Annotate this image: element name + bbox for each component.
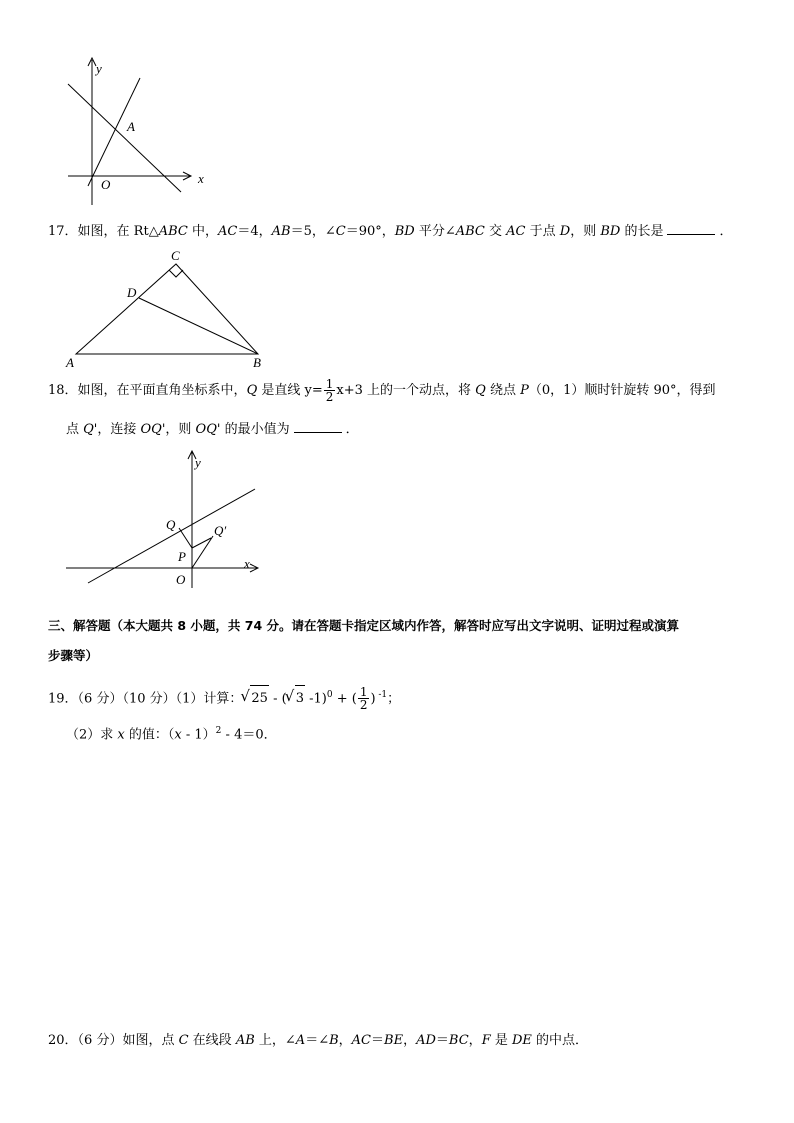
label-o: O xyxy=(176,572,186,587)
q19-part1: 19．（6 分）（10 分）（1）计算：√ 25 - (√ 3 -1)$^0$ + ( $\frac{1}{2}$ ) $^{-1}$； xyxy=(48,682,400,712)
q17-text: 17．如图，在 Rt△ABC 中，AC＝4，AB＝5，∠C＝90°，BD 平分∠ABC 交 AC 于点 D，则 BD 的长是 ． xyxy=(48,224,733,239)
label-y: y xyxy=(96,61,102,76)
line-y-half-x-plus-3 xyxy=(88,489,255,583)
triangle-abc xyxy=(76,264,258,354)
y-axis-arrow xyxy=(188,451,196,459)
q20-text: 20．（6 分）如图，点 C 在线段 AB 上，∠A＝∠B，AC＝BE，AD＝BC，F 是 DE 的中点． xyxy=(48,1033,589,1048)
sqrt-25: √ 25 xyxy=(250,685,269,712)
fraction-half: $\frac{1}{2}$ xyxy=(359,685,368,713)
x-axis-arrow xyxy=(250,564,258,572)
section-3-heading-line1: 三、解答题（本大题共 8 小题，共 74 分。请在答题卡指定区域内作答，解答时应写出文字说明、证明过程或演算 xyxy=(48,618,680,633)
sqrt-3: √ 3 xyxy=(295,685,305,712)
label-x: x xyxy=(198,171,204,186)
label-q: Q xyxy=(166,517,176,532)
label-q-prime: Q′ xyxy=(214,523,227,538)
y-axis-arrow xyxy=(88,58,96,66)
segment-bd xyxy=(139,298,258,354)
label-d: D xyxy=(127,285,137,300)
segment-oqp xyxy=(192,536,213,568)
answer-blank-q18[interactable] xyxy=(294,420,342,433)
segment-pqp xyxy=(192,538,211,548)
label-p: P xyxy=(178,549,186,564)
answer-blank-q17[interactable] xyxy=(667,222,715,235)
label-o: O xyxy=(101,177,111,192)
label-y: y xyxy=(195,455,201,470)
label-c: C xyxy=(171,248,180,263)
decreasing-line xyxy=(68,84,181,192)
q19-part2: （2）求 x 的值：（x - 1）$^2$ - 4＝0． xyxy=(66,726,277,743)
label-x: x xyxy=(244,556,250,571)
q18-line1: 18．如图，在平面直角坐标系中，Q 是直线 y= $\frac{1}{2}$ x+3 上的一个动点，将 Q 绕点 P（0，1）顺时针旋转 90°，得到 xyxy=(48,377,716,404)
section-3-heading-line2: 步骤等） xyxy=(48,648,99,663)
right-angle-mark xyxy=(169,270,183,277)
label-b: B xyxy=(253,355,261,370)
fraction-half: $\frac{1}{2}$ xyxy=(325,377,334,404)
segment-pq xyxy=(179,528,192,548)
x-axis-arrow xyxy=(183,172,191,180)
q18-line2: 点 Q'，连接 OQ'，则 OQ' 的最小值为 ． xyxy=(66,422,359,437)
line-through-origin xyxy=(88,78,140,186)
label-a: A xyxy=(66,355,74,370)
label-a: A xyxy=(127,119,135,134)
